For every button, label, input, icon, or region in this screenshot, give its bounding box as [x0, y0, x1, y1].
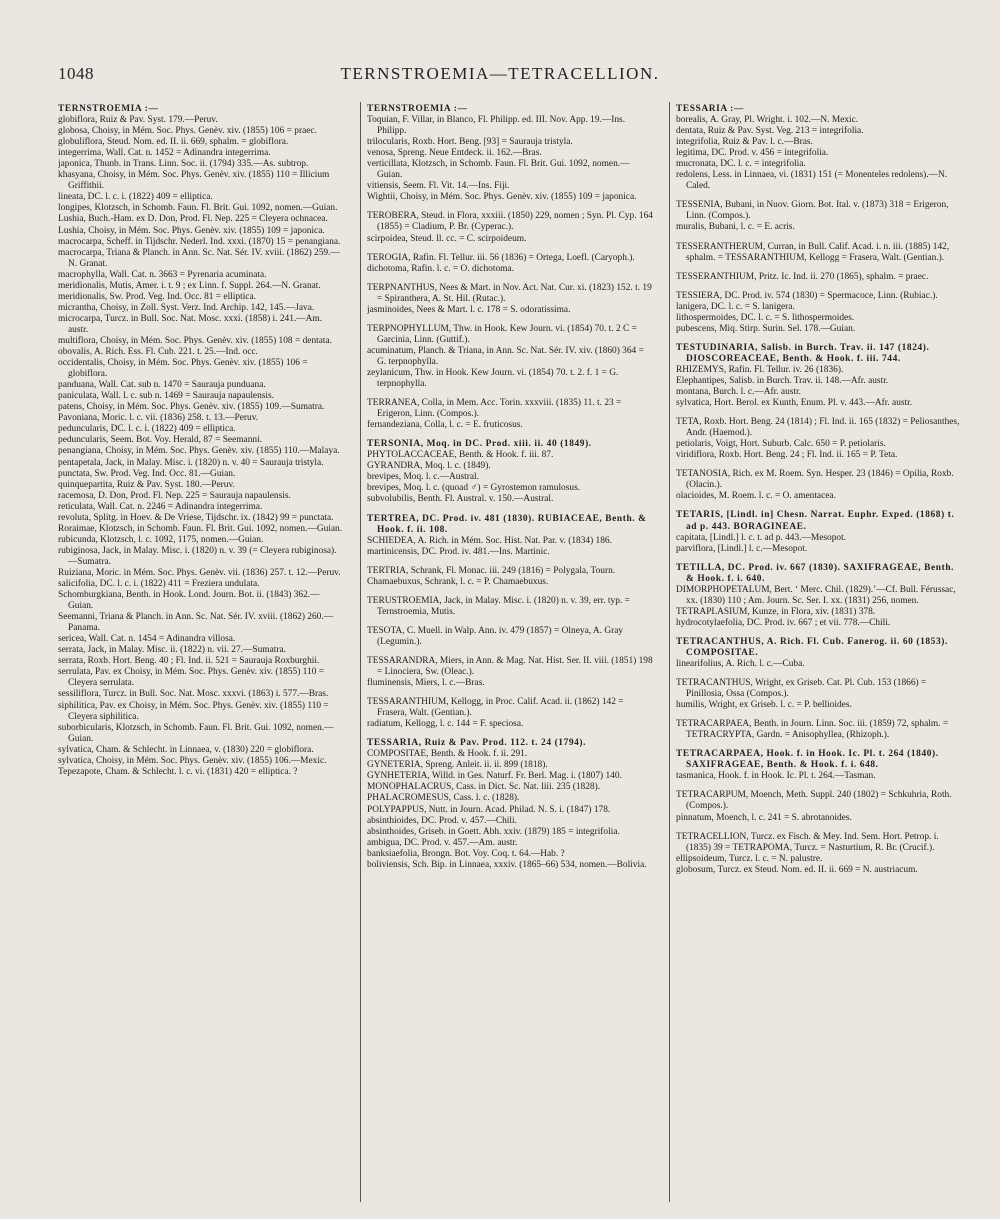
entry-gap	[367, 689, 653, 697]
index-entry: suborbicularis, Klotzsch, in Schomb. Faun. Fl. Brit. Gui. 1092, nomen.—Guian.	[58, 722, 334, 744]
index-entry: pentapetala, Jack, in Malay. Misc. i. (1820) n. v. 40 = Saurauja tristyla.	[58, 457, 324, 468]
entry-gap	[367, 648, 653, 656]
index-entry: petiolaris, Voigt, Hort. Suburb. Calc. 650 = P. petiolaris.	[676, 439, 886, 450]
index-entry: TEROBERA, Steud. in Flora, xxxiii. (1850) 229, nomen ; Syn. Pl. Cyp. 164 (1855) = Cladium, P. Br. (Cyperac.).	[367, 211, 653, 233]
index-entry: Elephantipes, Salisb. in Burch. Trav. ii. 148.—Afr. austr.	[676, 375, 889, 386]
index-entry: sessiliflora, Turcz. in Bull. Soc. Nat. Mosc. xxxvi. (1863) i. 577.—Bras.	[58, 689, 329, 700]
index-entry: mucronata, DC. l. c. = integrifolia.	[676, 159, 806, 170]
index-entry: multiflora, Choisy, in Mém. Soc. Phys. Genèv. xiv. (1855) 108 = dentata.	[58, 335, 333, 346]
index-entry: TERUSTROEMIA, Jack, in Malay. Misc. i. (1820) n. v. 39, err. typ. = Ternstroemia, Mutis.	[367, 595, 630, 617]
index-entry: zeylanicum, Thw. in Hook. Kew Journ. vi. (1854) 70. t. 2. f. 1 = G. terpnophylla.	[367, 367, 619, 390]
index-entry: borealis, A. Gray, Pl. Wright. i. 102.—N. Mexic.	[676, 115, 859, 126]
index-entry: GYNETERIA, Spreng. Anleit. ii. ii. 899 (1818).	[367, 760, 548, 771]
index-entry: TERPNANTHUS, Nees & Mart. in Nov. Act. Nat. Cur. xi. (1823) 152. t. 19 = Spiranthera, A. St. Hil. (Rutac.).	[367, 282, 652, 304]
index-entry: salicifolia, DC. l. c. i. (1822) 411 = Freziera undulata.	[58, 579, 260, 590]
index-entry: sylvatica, Hort. Berol. ex Kunth, Enum. Pl. v. 443.—Afr. austr.	[676, 398, 913, 409]
index-entry: lithospermoides, DC. l. c. = S. lithospermoides.	[676, 312, 855, 323]
index-entry: absinthioides, DC. Prod. v. 457.—Chili.	[367, 815, 517, 826]
index-entry: rubicunda, Klotzsch, l. c. 1092, 1175, nomen.—Guian.	[58, 534, 264, 545]
genus-heading: TETRACANTHUS, A. Rich. Fl. Cub. Fanerog. ii. 60 (1853). COMPOSITAE.	[676, 636, 948, 658]
index-entry: TERPNOPHYLLUM, Thw. in Hook. Kew Journ. vi. (1854) 70. t. 2 C = Garcinia, Linn. (Guttif.).	[367, 323, 637, 345]
index-entry: linearifolius, A. Rich. l. c.—Cuba.	[676, 659, 805, 670]
index-entry: redolens, Less. in Linnaea, vi. (1831) 151 (= Monenteles redolens).—N. Caled.	[676, 170, 948, 192]
index-entry: TESOTA, C. Muell. in Walp. Ann. iv. 479 (1857) = Olneya, A. Gray (Legumin.).	[367, 625, 624, 647]
index-entry: pinnatum, Moench, l. c. 241 = S. abrotanoides.	[676, 812, 852, 823]
index-entry: absinthoides, Griseb. in Goett. Abh. xxiv. (1879) 185 = integrifolia.	[367, 826, 620, 837]
genus-heading: TERSONIA, Moq. in DC. Prod. xiii. ii. 40 (1849).	[367, 439, 592, 450]
index-entry: micrantha, Choisy, in Zoll. Syst. Verz. Ind. Archip. 142, 145.—Java.	[58, 302, 315, 313]
index-entry: Tepezapote, Cham. & Schlecht. l. c. vi. (1831) 420 = elliptica. ?	[58, 766, 298, 777]
index-entry: MONOPHALACRUS, Cass. in Dict. Sc. Nat. liii. 235 (1828).	[367, 782, 601, 793]
index-entry: GYNHETERIA, Willd. in Ges. Naturf. Fr. Berl. Mag. i. (1807) 140.	[367, 771, 622, 782]
index-entry: Lushia, Choisy, in Mém. Soc. Phys. Genèv. xiv. (1855) 109 = japonica.	[58, 225, 325, 236]
index-entry: Wightii, Choisy, in Mém. Soc. Phys. Genèv. xiv. (1855) 109 = japonica.	[367, 192, 637, 203]
entry-gap	[367, 275, 653, 283]
index-entry: TESSIERA, DC. Prod. iv. 574 (1830) = Spermacoce, Linn. (Rubiac.).	[676, 290, 938, 301]
entry-gap	[676, 711, 962, 719]
index-entry: serrata, Jack, in Malay. Misc. ii. (1822) n. vii. 27.—Sumatra.	[58, 645, 286, 656]
index-entry: capitata, [Lindl.] l. c. t. ad p. 443.—Mesopot.	[676, 532, 847, 543]
index-entry: verticillata, Klotzsch, in Schomb. Faun. Fl. Brit. Gui. 1092, nomen.—Guian.	[367, 159, 630, 181]
index-entry: longipes, Klotzsch, in Schomb. Faun. Fl. Brit. Gui. 1092, nomen.—Guian.	[58, 203, 338, 214]
index-entry: dentata, Ruiz & Pav. Syst. Veg. 213 = integrifolia.	[676, 126, 864, 137]
index-entry: radiatum, Kellogg, l. c. 144 = F. speciosa.	[367, 719, 524, 730]
index-entry: TESSERANTHIUM, Pritz. Ic. Ind. ii. 270 (1865), sphalm. = praec.	[676, 271, 929, 282]
entry-gap	[676, 234, 962, 242]
index-entry: sylvatica, Choisy, in Mém. Soc. Phys. Genèv. xiv. (1855) 106.—Mexic.	[58, 755, 327, 766]
index-entry: TESSENIA, Bubani, in Nuov. Giorn. Bot. Ital. v. (1873) 318 = Erigeron, Linn. (Compos.).	[676, 200, 949, 222]
entry-gap	[676, 824, 962, 832]
index-entry: TETANOSIA, Rich. ex M. Roem. Syn. Hesper. 23 (1846) = Opilia, Roxb. (Olacin.).	[676, 469, 954, 491]
index-entry: occidentalis, Choisy, in Mém. Soc. Phys. Genèv. xiv. (1855) 106 = globiflora.	[58, 358, 308, 380]
index-entry: brevipes, Moq. l. c.—Austral.	[367, 472, 479, 483]
index-entry: PHYTOLACCACEAE, Benth. & Hook. f. iii. 87.	[367, 450, 554, 461]
index-entry: paniculata, Wall. l. c. sub n. 1469 = Saurauja napaulensis.	[58, 391, 275, 402]
index-entry: siphilitica, Pav. ex Choisy, in Mém. Soc. Phys. Genèv. xiv. (1855) 110 = Cleyera siphilitica.	[58, 700, 329, 722]
index-entry: sylvatica, Cham. & Schlecht. in Linnaea, v. (1830) 220 = globiflora.	[58, 744, 314, 755]
index-entry: muralis, Bubani, l. c. = E. acris.	[676, 222, 795, 233]
entry-gap	[367, 558, 653, 566]
index-entry: banksiaefolia, Brongn. Bot. Voy. Coq. t. 64.—Hab. ?	[367, 848, 565, 859]
genus-heading: TETARIS, [Lindl. in] Chesn. Narrat. Euphr. Exped. (1868) t. ad p. 443. BORAGINEAE.	[676, 510, 955, 532]
text-column-left	[58, 104, 344, 1208]
index-entry: montana, Burch. l. c.—Afr. austr.	[676, 387, 801, 398]
index-entry: fernandeziana, Colla, l. c. = E. fruticosus.	[367, 420, 523, 431]
entry-gap	[367, 506, 653, 514]
genus-heading: TESSARIA, Ruiz & Pav. Prod. 112. t. 24 (1794).	[367, 738, 587, 749]
index-entry: globosum, Turcz. ex Steud. Nom. ed. II. ii. 669 = N. austriacum.	[676, 864, 918, 875]
index-entry: sericea, Wall. Cat. n. 1454 = Adinandra villosa.	[58, 634, 236, 645]
index-entry: reticulata, Wall. Cat. n. 2246 = Adinandra integerrima.	[58, 501, 263, 512]
genus-heading: TETILLA, DC. Prod. iv. 667 (1830). SAXIFRAGEAE, Benth. & Hook. f. i. 640.	[676, 562, 955, 584]
index-entry: Ruiziana, Moric. in Mém. Soc. Phys. Genèv. vii. (1836) 257. t. 12.—Peruv.	[58, 567, 341, 578]
index-entry: TETRAPLASIUM, Kunze, in Flora, xiv. (1831) 378.	[676, 606, 876, 617]
index-entry: acuminatum, Planch. & Triana, in Ann. Sc. Nat. Sér. IV. xiv. (1860) 364 = G. terpnophylla.	[367, 345, 644, 367]
index-entry: Roraimae, Klotzsch, in Schomb. Faun. Fl. Brit. Gui. 1092, nomen.—Guian.	[58, 523, 343, 534]
index-entry: punctata, Sw. Prod. Veg. Ind. Occ. 81.—Guian.	[58, 468, 236, 479]
index-entry: humilis, Wright, ex Griseb. l. c. = P. bellioides.	[676, 700, 852, 711]
genus-heading: TERTREA, DC. Prod. iv. 481 (1830). RUBIACEAE, Benth. & Hook. f. ii. 108.	[367, 513, 647, 535]
index-entry: hydrocotylaefolia, DC. Prod. iv. 667 ; et vii. 778.—Chili.	[676, 617, 891, 628]
index-entry: vitiensis, Seem. Fl. Vit. 14.—Ins. Fiji.	[367, 181, 510, 192]
text-column-right	[676, 104, 962, 1208]
index-entry: TETRACARPUM, Moench, Meth. Suppl. 240 (1802) = Schkuhria, Roth. (Compos.).	[676, 790, 952, 812]
index-entry: khasyana, Choisy, in Mém. Soc. Phys. Genèv. xiv. (1855) 110 = Illicium Griffithii.	[58, 170, 330, 192]
genus-heading: TESSARIA :—	[676, 104, 744, 114]
genus-heading: TESTUDINARIA, Salisb. in Burch. Trav. ii. 147 (1824). DIOSCOREACEAE, Benth. & Hook. f. iii. 744.	[676, 342, 930, 364]
entry-gap	[676, 670, 962, 678]
index-entry: parviflora, [Lindl.] l. c.—Mesopot.	[676, 543, 808, 554]
index-entry: tasmanica, Hook. f. in Hook. Ic. Pl. t. 264.—Tasman.	[676, 771, 876, 782]
index-entry: japonica, Thunb. in Trans. Linn. Soc. ii. (1794) 335.—As. subtrop.	[58, 159, 309, 170]
index-entry: integrifolia, Ruiz & Pav. l. c.—Bras.	[676, 137, 813, 148]
entry-gap	[367, 390, 653, 398]
index-entry: panduana, Wall. Cat. sub n. 1470 = Saurauja punduana.	[58, 380, 266, 391]
genus-heading: TETRACARPAEA, Hook. f. in Hook. Ic. Pl. t. 264 (1840). SAXIFRAGEAE, Benth. & Hook. f. i. 648.	[676, 749, 939, 771]
index-entry: lanigera, DC. l. c. = S. lanigera.	[676, 301, 795, 312]
entry-gap	[676, 335, 962, 343]
index-entry: boliviensis, Sch. Bip. in Linnaea, xxxiv. (1865–66) 534, nomen.—Bolivia.	[367, 859, 647, 870]
index-entry: olacioides, M. Roem. l. c. = O. amentacea.	[676, 491, 836, 502]
index-entry: Pavoniana, Moric. l. c. vii. (1836) 258. t. 13.—Peruv.	[58, 413, 259, 424]
entry-gap	[676, 283, 962, 291]
index-entry: RHIZEMYS, Rafin. Fl. Tellur. iv. 26 (1836).	[676, 364, 844, 375]
entry-gap	[676, 264, 962, 272]
index-entry: scirpoidea, Steud. ll. cc. = C. scirpoideum.	[367, 233, 527, 244]
entry-gap	[367, 316, 653, 324]
index-entry: quinquepartita, Ruiz & Pav. Syst. 180.—Peruv.	[58, 479, 235, 490]
index-entry: brevipes, Moq. l. c. (quoad ♂) = Gyrostemon ramulosus.	[367, 483, 581, 494]
index-entry: Chamaebuxus, Schrank, l. c. = P. Chamaebuxus.	[367, 576, 549, 587]
index-entry: integerrima, Wall. Cat. n. 1452 = Adinandra integerrima.	[58, 148, 271, 159]
index-entry: peduncularis, DC. l. c. i. (1822) 409 = elliptica.	[58, 424, 236, 435]
index-entry: subvolubilis, Benth. Fl. Austral. v. 150.—Austral.	[367, 494, 554, 505]
entry-gap	[367, 245, 653, 253]
index-entry: DIMORPHOPETALUM, Bert. ‘ Merc. Chil. (1829).’—Cf. Bull. Férussac, xx. (1830) 110 ; Am. Journ. Sc. Ser. I. xx. (1831) 256, nomen.	[676, 584, 956, 606]
index-entry: macrocarpa, Scheff. in Tijdschr. Nederl. Ind. xxxi. (1870) 15 = penangiana.	[58, 236, 341, 247]
index-entry: GYRANDRA, Moq. l. c. (1849).	[367, 461, 491, 472]
index-entry: ellipsoideum, Turcz. l. c. = N. palustre.	[676, 853, 823, 864]
index-entry: peduncularis, Seem. Bot. Voy. Herald, 87 = Seemanni.	[58, 435, 263, 446]
entry-gap	[676, 555, 962, 563]
index-entry: obovalis, A. Rich. Ess. Fl. Cub. 221. t. 25.—Ind. occ.	[58, 347, 258, 358]
index-entry: Schomburgkiana, Benth. in Hook. Lond. Journ. Bot. ii. (1843) 362.—Guian.	[58, 590, 320, 612]
index-entry: serrata, Roxb. Hort. Beng. 40 ; Fl. Ind. ii. 521 = Saurauja Roxburghii.	[58, 656, 320, 667]
index-entry: jasminoides, Nees & Mart. l. c. 178 = S. odoratissima.	[367, 304, 571, 315]
entry-gap	[676, 629, 962, 637]
index-entry: COMPOSITAE, Benth. & Hook. f. ii. 291.	[367, 749, 528, 760]
entry-gap	[676, 409, 962, 417]
index-entry: globiflora, Ruiz & Pav. Syst. 179.—Peruv.	[58, 115, 218, 126]
column-rule	[360, 102, 361, 1202]
genus-heading: TERNSTROEMIA :—	[367, 104, 468, 114]
index-entry: TESSARANTHIUM, Kellogg, in Proc. Calif. Acad. ii. (1862) 142 = Frasera, Walt. (Gentian.).	[367, 697, 624, 719]
index-entry: globuliflora, Steud. Nom. ed. II. ii. 669, sphalm. = globiflora.	[58, 137, 289, 148]
index-entry: racemosa, D. Don, Prod. Fl. Nep. 225 = Saurauja napaulensis.	[58, 490, 291, 501]
index-entry: penangiana, Choisy, in Mém. Soc. Phys. Genèv. xiv. (1855) 110.—Malaya.	[58, 446, 340, 457]
index-entry: rubiginosa, Jack, in Malay. Misc. i. (1820) n. v. 39 (= Cleyera rubiginosa).—Sumatra.	[58, 545, 337, 567]
index-entry: TERRANEA, Colla, in Mem. Acc. Torin. xxxviii. (1835) 11. t. 23 = Erigeron, Linn. (Compos.).	[367, 398, 622, 420]
index-entry: TERTRIA, Schrank, Fl. Monac. iii. 249 (1816) = Polygala, Tourn.	[367, 565, 616, 576]
index-entry: serrulata, Pav. ex Choisy, in Mém. Soc. Phys. Genèv. xiv. (1855) 110 = Cleyera serrulata.	[58, 667, 325, 689]
index-entry: legitima, DC. Prod. v. 456 = integrifolia.	[676, 148, 829, 159]
index-entry: venosa, Spreng. Neue Entdeck. ii. 162.—Bras.	[367, 148, 542, 159]
text-column-middle	[367, 104, 653, 1208]
index-entry: globosa, Choisy, in Mém. Soc. Phys. Genèv. xiv. (1855) 106 = praec.	[58, 126, 317, 137]
index-entry: macrocarpa, Triana & Planch. in Ann. Sc. Nat. Sér. IV. xviii. (1862) 259.—N. Granat.	[58, 247, 340, 269]
page-number: 1048	[58, 64, 94, 83]
index-entry: macrophylla, Wall. Cat. n. 3663 = Pyrenaria acuminata.	[58, 269, 267, 280]
genus-heading: TERNSTROEMIA :—	[58, 104, 159, 114]
running-head: TERNSTROEMIA—TETRACELLION.	[340, 64, 660, 83]
index-entry: pubescens, Miq. Stirp. Surin. Sel. 178.—Guian.	[676, 323, 856, 334]
entry-gap	[367, 618, 653, 626]
index-entry: meridionalis, Mutis, Amer. i. t. 9 ; ex Linn. f. Suppl. 264.—N. Granat.	[58, 280, 321, 291]
index-entry: TETRACELLION, Turcz. ex Fisch. & Mey. Ind. Sem. Hort. Petrop. i. (1835) 39 = TETRAPOMA, Turcz. = Nasturtium, R. Br. (Crucif.).	[676, 831, 939, 853]
index-entry: TETRACANTHUS, Wright, ex Griseb. Cat. Pl. Cub. 153 (1866) = Pinillosia, Ossa (Compos.).	[676, 678, 927, 700]
index-entry: TETA, Roxb. Hort. Beng. 24 (1814) ; Fl. Ind. ii. 165 (1832) = Peliosanthes, Andr. (Haemod.).	[676, 417, 960, 439]
index-entry: martinicensis, DC. Prod. iv. 481.—Ins. Martinic.	[367, 546, 550, 557]
index-entry: microcarpa, Turcz. in Bull. Soc. Nat. Mosc. xxxi. (1858) i. 241.—Am. austr.	[58, 313, 323, 335]
index-entry: viridiflora, Roxb. Hort. Beng. 24 ; Fl. Ind. ii. 165 = P. Teta.	[676, 450, 898, 461]
index-entry: Lushia, Buch.-Ham. ex D. Don, Prod. Fl. Nep. 225 = Cleyera ochnacea.	[58, 214, 328, 225]
index-entry: meridionalis, Sw. Prod. Veg. Ind. Occ. 81 = elliptica.	[58, 291, 256, 302]
index-entry: ambigua, DC. Prod. v. 457.—Am. austr.	[367, 837, 518, 848]
index-entry: SCHIEDEA, A. Rich. in Mém. Soc. Hist. Nat. Par. v. (1834) 186.	[367, 535, 612, 546]
index-entry: TESSERANTHERUM, Curran, in Bull. Calif. Acad. i. n. iii. (1885) 142, sphalm. = TESSARANTHIUM, Kellogg = Frasera, Walt. (Gentian.).	[676, 241, 950, 263]
index-entry: dichotoma, Rafin. l. c. = O. dichotoma.	[367, 263, 514, 274]
entry-gap	[367, 588, 653, 596]
index-entry: patens, Choisy, in Mém. Soc. Phys. Genèv. xiv. (1855) 109.—Sumatra.	[58, 402, 325, 413]
index-entry: fluminensis, Miers, l. c.—Bras.	[367, 678, 485, 689]
index-entry: TEROGIA, Rafin. Fl. Tellur. iii. 56 (1836) = Ortega, Loefl. (Caryoph.).	[367, 252, 635, 263]
index-entry: Seemanni, Triana & Planch. in Ann. Sc. Nat. Sér. IV. xviii. (1862) 260.—Panama.	[58, 612, 334, 634]
index-entry: PHALACROMESUS, Cass. l. c. (1828).	[367, 793, 520, 804]
index-entry: revoluta, Splitg. in Hoev. & De Vriese, Tijdschr. ix. (1842) 99 = punctata.	[58, 512, 334, 523]
index-entry: POLYPAPPUS, Nutt. in Journ. Acad. Philad. N. S. i. (1847) 178.	[367, 804, 611, 815]
index-entry: lineata, DC. l. c. i. (1822) 409 = elliptica.	[58, 192, 213, 203]
column-rule	[669, 102, 670, 1202]
index-entry: TETRACARPAEA, Benth. in Journ. Linn. Soc. iii. (1859) 72, sphalm. = TETRACRYPTA, Gardn. = Anisophyllea, (Rhizoph.).	[676, 719, 949, 741]
index-entry: TESSARANDRA, Miers, in Ann. & Mag. Nat. Hist. Ser. II. viii. (1851) 198 = Linociera, Sw. (Oleac.).	[367, 655, 653, 678]
index-entry: Toquian, F. Villar, in Blanco, Fl. Philipp. ed. III. Nov. App. 19.—Ins. Philipp.	[367, 115, 626, 137]
index-entry: trilocularis, Roxb. Hort. Beng. [93] = Saurauja tristyla.	[367, 137, 573, 148]
